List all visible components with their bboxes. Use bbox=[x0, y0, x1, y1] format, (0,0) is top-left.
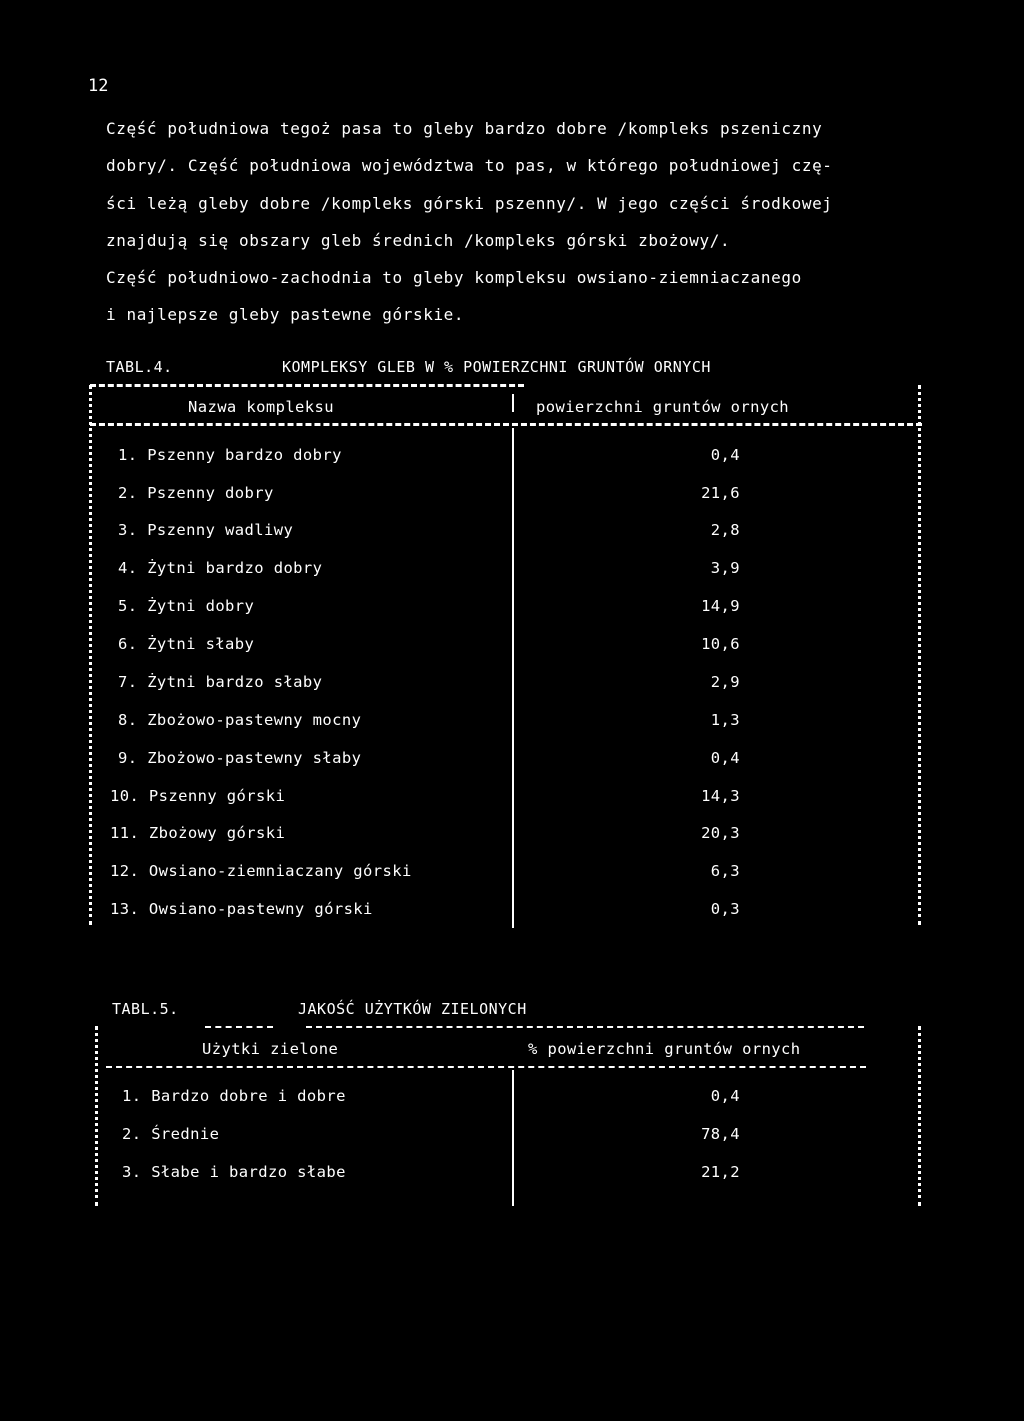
table-4-header-rule bbox=[90, 423, 922, 426]
table-4-left-border bbox=[89, 385, 92, 925]
table-row-value: 6,3 bbox=[710, 862, 740, 880]
table-row-value: 14,3 bbox=[701, 787, 740, 805]
table-row-name: 3. Pszenny wadliwy bbox=[118, 521, 294, 539]
table-5-top-rule bbox=[306, 1026, 864, 1028]
table-row-value: 0,4 bbox=[710, 446, 740, 464]
table-row-value: 21,6 bbox=[701, 484, 740, 502]
table-row-value: 3,9 bbox=[710, 559, 740, 577]
table-row-value: 2,8 bbox=[710, 521, 740, 539]
table-5-left-border bbox=[95, 1026, 98, 1206]
paragraph-line: znajdują się obszary gleb średnich /kompleks górski zbożowy/. bbox=[106, 230, 731, 250]
table-row-name: 5. Żytni dobry bbox=[118, 597, 255, 615]
table-row-name: 2. Średnie bbox=[122, 1125, 220, 1143]
table-row-value: 2,9 bbox=[710, 673, 740, 691]
table-5-label: TABL.5. bbox=[112, 1000, 179, 1018]
table-5-header-rule bbox=[106, 1066, 866, 1068]
table-4-header-name: Nazwa kompleksu bbox=[188, 398, 334, 416]
table-row-name: 13. Owsiano-pastewny górski bbox=[110, 900, 373, 918]
table-row-value: 14,9 bbox=[701, 597, 740, 615]
paragraph-line: ści leżą gleby dobre /kompleks górski pszenny/. W jego części środkowej bbox=[106, 193, 833, 213]
table-4-top-rule bbox=[90, 384, 524, 387]
body-paragraph bbox=[106, 118, 936, 342]
table-row-name: 6. Żytni słaby bbox=[118, 635, 255, 653]
table-4-header-value: powierzchni gruntów ornych bbox=[536, 398, 790, 416]
table-row-name: 3. Słabe i bardzo słabe bbox=[122, 1163, 346, 1181]
table-row-name: 2. Pszenny dobry bbox=[118, 484, 274, 502]
table-4-header-divider bbox=[512, 394, 514, 412]
table-row-name: 11. Zbożowy górski bbox=[110, 824, 286, 842]
table-4-title: KOMPLEKSY GLEB W % POWIERZCHNI GRUNTÓW ORNYCH bbox=[282, 358, 711, 376]
paragraph-line: Część południowa tegoż pasa to gleby bardzo dobre /kompleks pszeniczny bbox=[106, 119, 823, 138]
page-number: 12 bbox=[88, 76, 109, 96]
table-row-value: 0,4 bbox=[710, 749, 740, 767]
table-5-title: JAKOŚĆ UŻYTKÓW ZIELONYCH bbox=[298, 1000, 527, 1018]
paragraph-line: i najlepsze gleby pastewne górskie. bbox=[106, 305, 465, 325]
table-row-name: 1. Pszenny bardzo dobry bbox=[118, 446, 342, 464]
table-row-value: 21,2 bbox=[701, 1163, 740, 1181]
table-row-name: 8. Zbożowo-pastewny mocny bbox=[118, 711, 362, 729]
table-row-name: 10. Pszenny górski bbox=[110, 787, 286, 805]
table-5-column-divider bbox=[512, 1070, 514, 1206]
table-row-name: 12. Owsiano-ziemniaczany górski bbox=[110, 862, 412, 880]
paragraph-line: Część południowo-zachodnia to gleby kompleksu owsiano-ziemniaczanego bbox=[106, 268, 802, 288]
table-row-name: 1. Bardzo dobre i dobre bbox=[122, 1087, 346, 1105]
table-row-value: 0,3 bbox=[710, 900, 740, 918]
table-row-value: 78,4 bbox=[701, 1125, 740, 1143]
table-row-value: 10,6 bbox=[701, 635, 740, 653]
table-row-value: 1,3 bbox=[710, 711, 740, 729]
table-4-label: TABL.4. bbox=[106, 358, 173, 376]
paragraph-line: dobry/. Część południowa województwa to pas, w którego południowej czę- bbox=[106, 156, 833, 176]
table-row-value: 20,3 bbox=[701, 824, 740, 842]
table-row-name: 4. Żytni bardzo dobry bbox=[118, 559, 323, 577]
table-4-column-divider bbox=[512, 428, 514, 928]
table-5-right-border bbox=[918, 1026, 921, 1206]
table-5-header-name: Użytki zielone bbox=[202, 1040, 339, 1058]
table-5-header-value: % powierzchni gruntów ornych bbox=[528, 1040, 801, 1058]
table-row-name: 7. Żytni bardzo słaby bbox=[118, 673, 323, 691]
table-4-right-border bbox=[918, 385, 921, 925]
table-row-name: 9. Zbożowo-pastewny słaby bbox=[118, 749, 362, 767]
table-row-value: 0,4 bbox=[710, 1087, 740, 1105]
table-5-top-rule-left bbox=[205, 1026, 273, 1028]
